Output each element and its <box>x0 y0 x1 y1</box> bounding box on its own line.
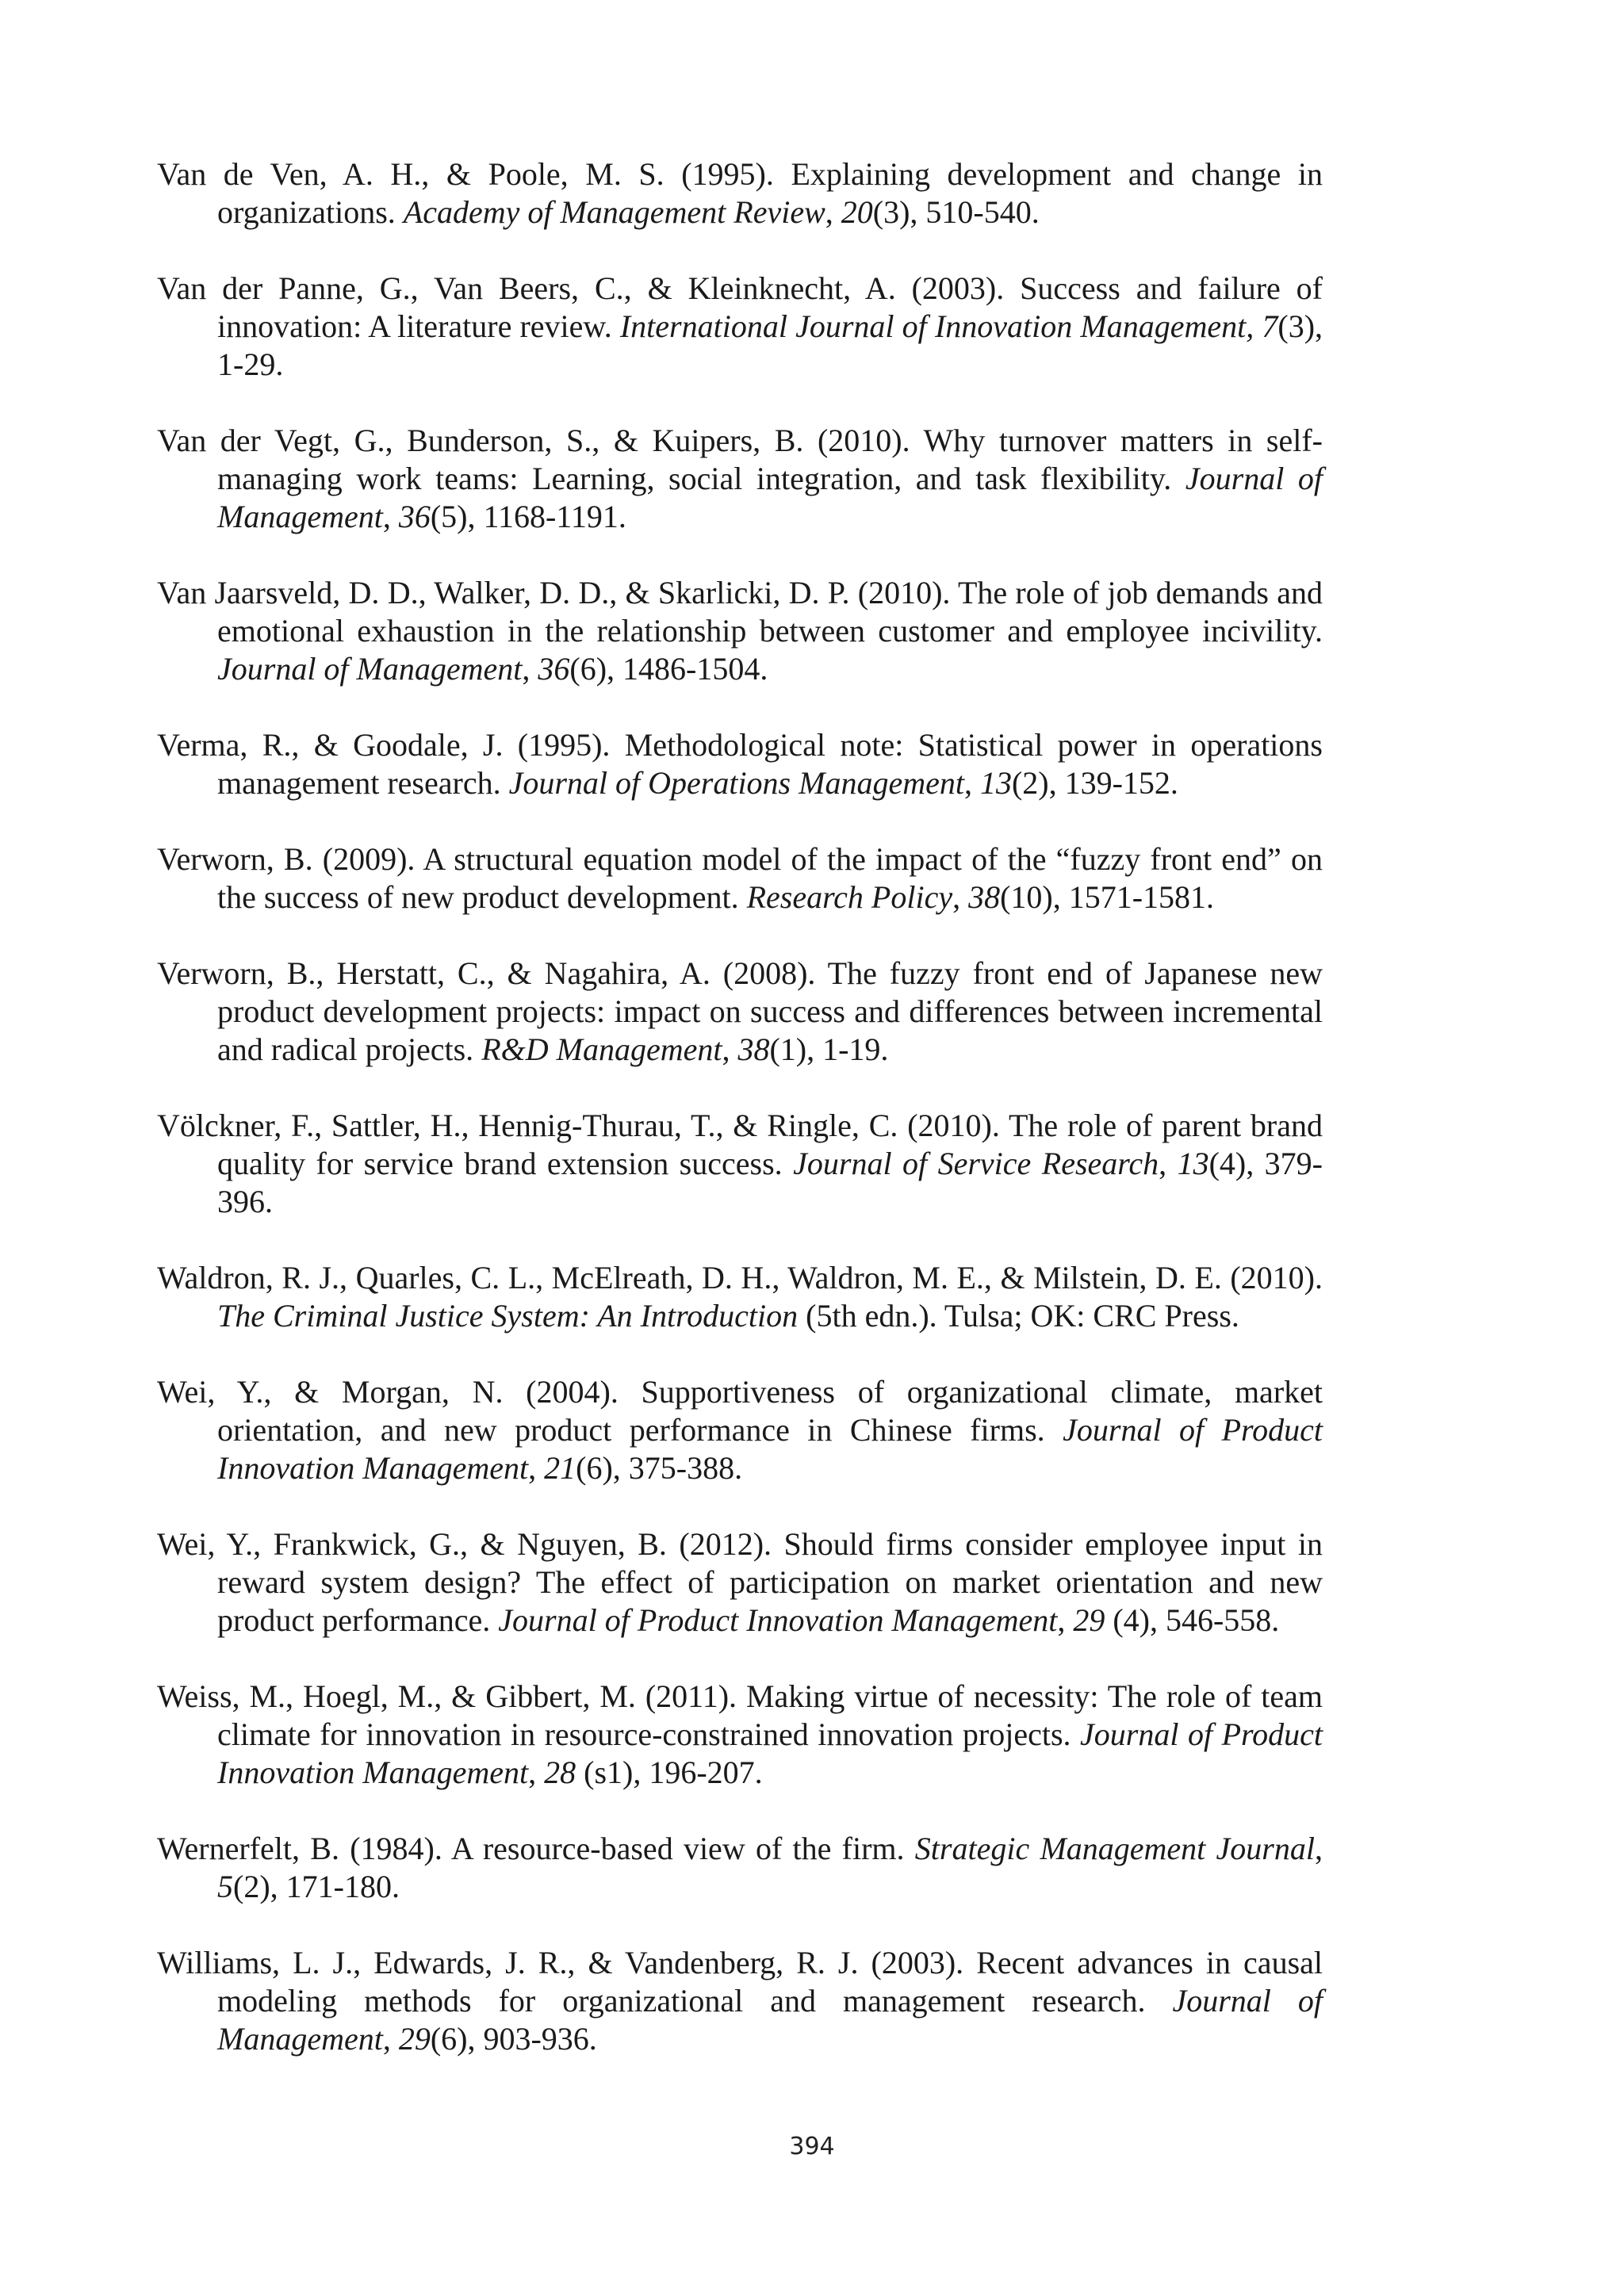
reference-separator: , <box>382 499 399 534</box>
reference-authors-title: Verworn, B. (2009). A structural equation model of the impact of the “fuzzy front end” on the success of new product development. <box>157 841 1323 915</box>
reference-separator: , <box>952 879 969 915</box>
reference-volume: 36 <box>398 499 431 534</box>
reference-pages: (10), 1571-1581. <box>1000 879 1215 915</box>
reference-authors-title: Van de Ven, A. H., & Poole, M. S. (1995). Explaining development and change in organizations. <box>157 156 1323 230</box>
reference-pages: (2), 139-152. <box>1011 765 1178 801</box>
reference-authors-title: Verma, R., & Goodale, J. (1995). Methodological note: Statistical power in operations management research. <box>157 727 1323 801</box>
reference-entry <box>157 1678 1323 1792</box>
reference-authors-title: Wernerfelt, B. (1984). A resource-based view of the firm. <box>157 1831 915 1866</box>
reference-authors-title: Weiss, M., Hoegl, M., & Gibbert, M. (2011). Making virtue of necessity: The role of team climate for innovation in resource-constrained innovation projects. <box>157 1678 1323 1752</box>
reference-pages: (1), 1-19. <box>769 1031 889 1067</box>
reference-entry <box>157 1525 1323 1640</box>
reference-volume: 29 <box>1073 1602 1105 1638</box>
reference-source: R&D Management <box>481 1031 722 1067</box>
reference-pages: (4), 546-558. <box>1105 1602 1280 1638</box>
reference-source: Journal of Management <box>217 1983 1323 2057</box>
reference-pages: (5), 1168-1191. <box>430 499 626 534</box>
reference-authors-title: Williams, L. J., Edwards, J. R., & Vandenberg, R. J. (2003). Recent advances in causal modeling methods for organizational and management research. <box>157 1945 1323 2019</box>
reference-volume: 20 <box>841 194 873 230</box>
reference-separator: , <box>825 194 841 230</box>
reference-pages: (2), 171-180. <box>233 1869 400 1904</box>
reference-separator: , <box>722 1031 738 1067</box>
reference-authors-title: Wei, Y., & Morgan, N. (2004). Supportiveness of organizational climate, market orientation, and new product performance in Chinese firms. <box>157 1374 1323 1448</box>
reference-pages: (6), 1486-1504. <box>569 651 768 687</box>
reference-authors-title: Van der Panne, G., Van Beers, C., & Kleinknecht, A. (2003). Success and failure of innovation: A literature review. <box>157 270 1323 344</box>
reference-volume: 29 <box>398 2021 431 2057</box>
reference-source: Journal of Service Research <box>793 1146 1159 1181</box>
reference-volume: 13 <box>979 765 1012 801</box>
reference-volume: 36 <box>538 651 570 687</box>
reference-source: Journal of Operations Management <box>508 765 964 801</box>
reference-source: Journal of Product Innovation Management <box>217 1716 1323 1790</box>
reference-separator: , <box>522 651 538 687</box>
reference-source: The Criminal Justice System: An Introduction <box>217 1298 799 1334</box>
reference-authors-title: Verworn, B., Herstatt, C., & Nagahira, A. (2008). The fuzzy front end of Japanese new product development projects: impact on success and differences between incremental and radical projects. <box>157 955 1323 1067</box>
reference-source: Journal of Product Innovation Management <box>217 1412 1323 1486</box>
reference-pages: (3), 1-29. <box>217 308 1323 382</box>
reference-pages: (6), 903-936. <box>430 2021 597 2057</box>
reference-volume: 13 <box>1177 1146 1209 1181</box>
reference-separator: , <box>1159 1146 1178 1181</box>
reference-source: Journal of Product Innovation Management <box>498 1602 1058 1638</box>
reference-authors-title: Waldron, R. J., Quarles, C. L., McElreath, D. H., Waldron, M. E., & Milstein, D. E. (2010). <box>157 1260 1323 1295</box>
reference-entry <box>157 574 1323 688</box>
reference-entry <box>157 1944 1323 2058</box>
reference-source: Academy of Management Review <box>403 194 825 230</box>
reference-source: Journal of Management <box>217 651 523 687</box>
reference-volume: 7 <box>1262 308 1278 344</box>
reference-volume: 5 <box>217 1869 233 1904</box>
reference-separator: , <box>1315 1831 1323 1866</box>
reference-entry <box>157 155 1323 232</box>
reference-entry <box>157 422 1323 536</box>
reference-entry <box>157 1259 1323 1335</box>
reference-separator: , <box>382 2021 399 2057</box>
reference-entry <box>157 270 1323 384</box>
page-number: 394 <box>789 2133 835 2160</box>
reference-source: Research Policy <box>746 879 953 915</box>
reference-volume: 21 <box>544 1450 576 1486</box>
reference-entry <box>157 1107 1323 1221</box>
reference-authors-title: Wei, Y., Frankwick, G., & Nguyen, B. (2012). Should firms consider employee input in reward system design? The effect of participation on market orientation and new product performance. <box>157 1526 1323 1638</box>
reference-separator: , <box>1057 1602 1074 1638</box>
reference-pages: (4), 379-396. <box>217 1146 1323 1219</box>
reference-source: International Journal of Innovation Management, <box>619 308 1254 344</box>
reference-volume: 38 <box>737 1031 770 1067</box>
reference-volume: 38 <box>968 879 1001 915</box>
reference-authors-title: Völckner, F., Sattler, H., Hennig-Thurau, T., & Ringle, C. (2010). The role of parent brand quality for service brand extension success. <box>157 1108 1323 1181</box>
reference-separator <box>1254 308 1262 344</box>
reference-entry <box>157 1373 1323 1487</box>
reference-pages: (5th edn.). Tulsa; OK: CRC Press. <box>798 1298 1239 1334</box>
reference-pages: (6), 375-388. <box>576 1450 743 1486</box>
reference-entry <box>157 840 1323 916</box>
reference-pages: (s1), 196-207. <box>576 1755 763 1790</box>
reference-authors-title: Van Jaarsveld, D. D., Walker, D. D., & Skarlicki, D. P. (2010). The role of job demands and emotional exhaustion in the relationship between customer and employee incivility. <box>157 575 1323 649</box>
reference-authors-title: Van der Vegt, G., Bunderson, S., & Kuipers, B. (2010). Why turnover matters in self-managing work teams: Learning, social integration, and task flexibility. <box>157 423 1323 496</box>
reference-source: Journal of Management <box>217 461 1323 534</box>
reference-separator: , <box>528 1755 545 1790</box>
reference-separator: , <box>528 1450 545 1486</box>
reference-pages: (3), 510-540. <box>872 194 1040 230</box>
reference-entry <box>157 1830 1323 1906</box>
reference-entry <box>157 726 1323 802</box>
reference-volume: 28 <box>544 1755 576 1790</box>
reference-list <box>157 155 1323 2058</box>
reference-separator: , <box>963 765 980 801</box>
reference-entry <box>157 955 1323 1069</box>
reference-source: Strategic Management Journal <box>914 1831 1315 1866</box>
